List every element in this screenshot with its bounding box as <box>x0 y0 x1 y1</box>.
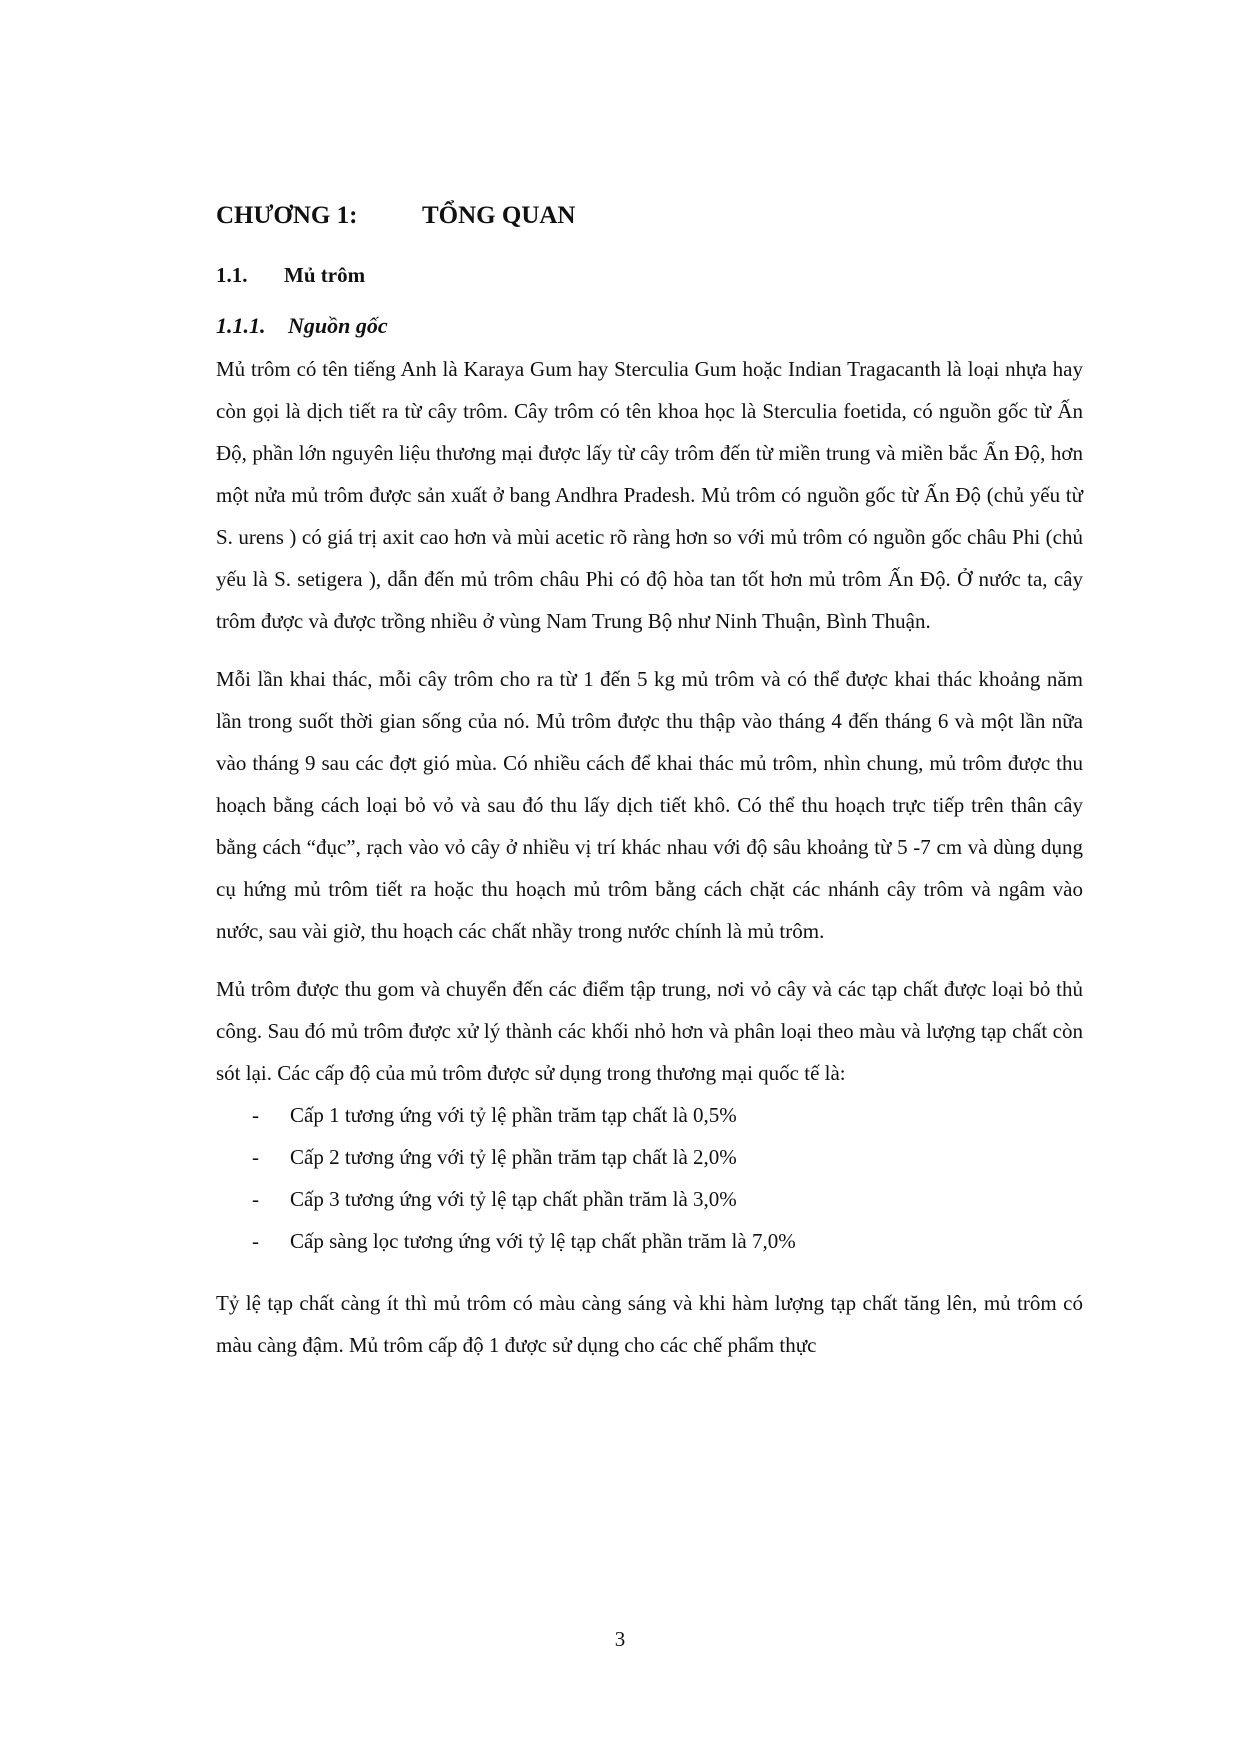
list-dash: - <box>252 1229 259 1253</box>
paragraph-processing: Mủ trôm được thu gom và chuyển đến các điểm tập trung, nơi vỏ cây và các tạp chất được loại bỏ thủ công. Sau đó mủ trôm được xử lý thành các khối nhỏ hơn và phân loại theo màu và lượng tạp chất còn sót lại. Các cấp độ của mủ trôm được sử dụng trong thương mại quốc tế là: <box>216 977 1083 1085</box>
page-content <box>216 200 1083 1366</box>
list-item <box>216 1136 1083 1178</box>
list-dash: - <box>252 1145 259 1169</box>
subsection-title: Nguồn gốc <box>288 313 388 338</box>
chapter-number: CHƯƠNG 1: <box>216 202 358 229</box>
page-number: 3 <box>614 1627 626 1651</box>
list-item <box>216 1220 1083 1262</box>
section-number: 1.1. <box>216 263 248 287</box>
paragraph-origin: Mủ trôm có tên tiếng Anh là Karaya Gum hay Sterculia Gum hoặc Indian Tragacanth là loại nhựa hay còn gọi là dịch tiết ra từ cây trôm. Cây trôm có tên khoa học là Sterculia foetida, có nguồn gốc từ Ấn Độ, phần lớn nguyên liệu thương mại được lấy từ cây trôm đến từ miền trung và miền bắc Ấn Độ, hơn một nửa mủ trôm được sản xuất ở bang Andhra Pradesh. Mủ trôm có nguồn gốc từ Ấn Độ (chủ yếu từ S. urens ) có giá trị axit cao hơn và mùi acetic rõ ràng hơn so với mủ trôm có nguồn gốc châu Phi (chủ yếu là S. setigera ), dẫn đến mủ trôm châu Phi có độ hòa tan tốt hơn mủ trôm Ấn Độ. Ở nước ta, cây trôm được và được trồng nhiều ở vùng Nam Trung Bộ như Ninh Thuận, Bình Thuận. <box>216 357 1083 633</box>
list-dash: - <box>252 1187 259 1211</box>
subsection-number: 1.1.1. <box>216 313 266 338</box>
paragraph-harvesting: Mỗi lần khai thác, mỗi cây trôm cho ra từ 1 đến 5 kg mủ trôm và có thể được khai thác khoảng năm lần trong suốt thời gian sống của nó. Mủ trôm được thu thập vào tháng 4 đến tháng 6 và một lần nữa vào tháng 9 sau các đợt gió mùa. Có nhiều cách để khai thác mủ trôm, nhìn chung, mủ trôm được thu hoạch bằng cách loại bỏ vỏ và sau đó thu lấy dịch tiết khô. Có thể thu hoạch trực tiếp trên thân cây bằng cách “đục”, rạch vào vỏ cây ở nhiều vị trí khác nhau với độ sâu khoảng từ 5 -7 cm và dùng dụng cụ hứng mủ trôm tiết ra hoặc thu hoạch mủ trôm bằng cách chặt các nhánh cây trôm và ngâm vào nước, sau vài giờ, thu hoạch các chất nhầy trong nước chính là mủ trôm. <box>216 667 1083 943</box>
list-item-text: Cấp sàng lọc tương ứng với tỷ lệ tạp chất phần trăm là 7,0% <box>290 1229 796 1253</box>
paragraph-color: Tỷ lệ tạp chất càng ít thì mủ trôm có màu càng sáng và khi hàm lượng tạp chất tăng lên, mủ trôm có màu càng đậm. Mủ trôm cấp độ 1 được sử dụng cho các chế phẩm thực <box>216 1291 1083 1357</box>
list-item <box>216 1178 1083 1220</box>
list-item-text: Cấp 1 tương ứng với tỷ lệ phần trăm tạp chất là 0,5% <box>290 1103 737 1127</box>
section-heading <box>216 260 1083 290</box>
list-item-text: Cấp 2 tương ứng với tỷ lệ phần trăm tạp chất là 2,0% <box>290 1145 737 1169</box>
list-dash: - <box>252 1103 259 1127</box>
list-item-text: Cấp 3 tương ứng với tỷ lệ tạp chất phần trăm là 3,0% <box>290 1187 737 1211</box>
grades-list <box>216 1094 1083 1262</box>
chapter-title: TỔNG QUAN <box>422 202 576 229</box>
subsection-heading <box>216 310 1083 342</box>
chapter-heading <box>216 200 1083 232</box>
list-item <box>216 1094 1083 1136</box>
section-title: Mủ trôm <box>284 263 366 287</box>
